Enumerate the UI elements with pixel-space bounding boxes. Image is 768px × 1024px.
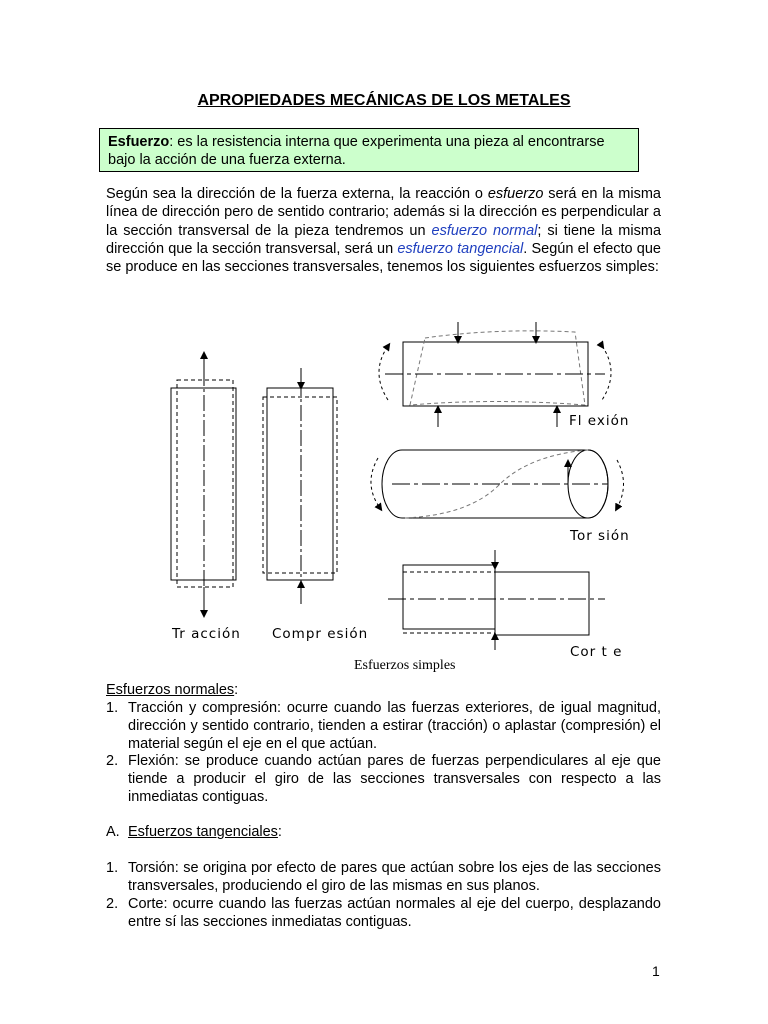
definition-box <box>99 128 639 172</box>
label-flexion: Fl exión <box>569 413 630 429</box>
intro-paragraph <box>106 185 661 276</box>
definition-term: Esfuerzo <box>108 134 170 150</box>
page-number: 1 <box>652 963 660 979</box>
normales-heading <box>106 681 661 699</box>
tangenciales-colon: : <box>277 824 282 840</box>
flexion-figure <box>379 322 611 427</box>
page-title: APROPIEDADES MECÁNICAS DE LOS METALES <box>197 92 571 109</box>
list-number: 2. <box>106 753 119 769</box>
list-item <box>106 859 661 895</box>
tangenciales-heading <box>106 823 661 841</box>
normales-colon: : <box>234 682 239 698</box>
label-corte: Cor t e <box>570 644 623 660</box>
label-compresion: Compr esión <box>272 626 369 642</box>
list-number: 1. <box>106 860 119 876</box>
definition-text: : es la resistencia interna que experimenta una pieza al encontrarse bajo la acción de una fuerza externa. <box>108 134 605 168</box>
stress-diagram <box>160 315 640 665</box>
list-number: 1. <box>106 700 119 716</box>
tangenciales-heading-text: Esfuerzos tangenciales <box>128 824 278 840</box>
esfuerzo-normal-term: esfuerzo normal <box>431 222 538 239</box>
intro-text-1: Según sea la dirección de la fuerza externa, la reacción o <box>106 186 488 202</box>
figure-caption: Esfuerzos simples <box>354 658 456 673</box>
torsion-figure <box>371 450 624 518</box>
corte-figure <box>388 550 605 650</box>
intro-text-4: . Según el efecto que se produce en las secciones transversales, tenemos los siguientes esfuerzos simples: <box>106 240 661 276</box>
list-text: Corte: ocurre cuando las fuerzas actúan normales al eje del cuerpo, desplazando entre sí las secciones inmediatas contiguas. <box>128 896 661 930</box>
label-torsion: Tor sión <box>570 528 630 544</box>
list-item <box>106 895 661 931</box>
normales-heading-text: Esfuerzos normales <box>106 682 235 698</box>
list-number: 2. <box>106 896 119 912</box>
esfuerzo-tangencial-term: esfuerzo tangencial <box>397 240 524 257</box>
traccion-figure <box>171 355 236 614</box>
label-traccion: Tr acción <box>172 626 241 642</box>
list-text: Flexión: se produce cuando actúan pares de fuerzas perpendiculares al eje que tiende a producir el giro de las secciones transversales con respecto a las inmediatas contiguas. <box>128 753 661 805</box>
compresion-figure <box>263 368 337 604</box>
intro-esfuerzo: esfuerzo <box>487 186 544 202</box>
intro-text-3: ; si tiene la misma dirección que la sección transversal, será un <box>106 222 662 257</box>
list-text: Tracción y compresión: ocurre cuando las fuerzas exteriores, de igual magnitud, dirección y sentido contrario, tienden a estirar (tracción) o aplastar (compresión) el material según el eje en el que actúan. <box>128 700 661 752</box>
list-item <box>106 699 661 753</box>
section-letter: A. <box>106 824 120 840</box>
intro-text-2: será en la misma línea de dirección pero de sentido contrario; además si la dirección es perpendicular a la sección transversal de la pieza tendremos un <box>106 186 661 239</box>
list-text: Torsión: se origina por efecto de pares que actúan sobre los ejes de las secciones transversales, produciendo el giro de las mismas en sus planos. <box>128 860 661 894</box>
list-item <box>106 752 661 806</box>
